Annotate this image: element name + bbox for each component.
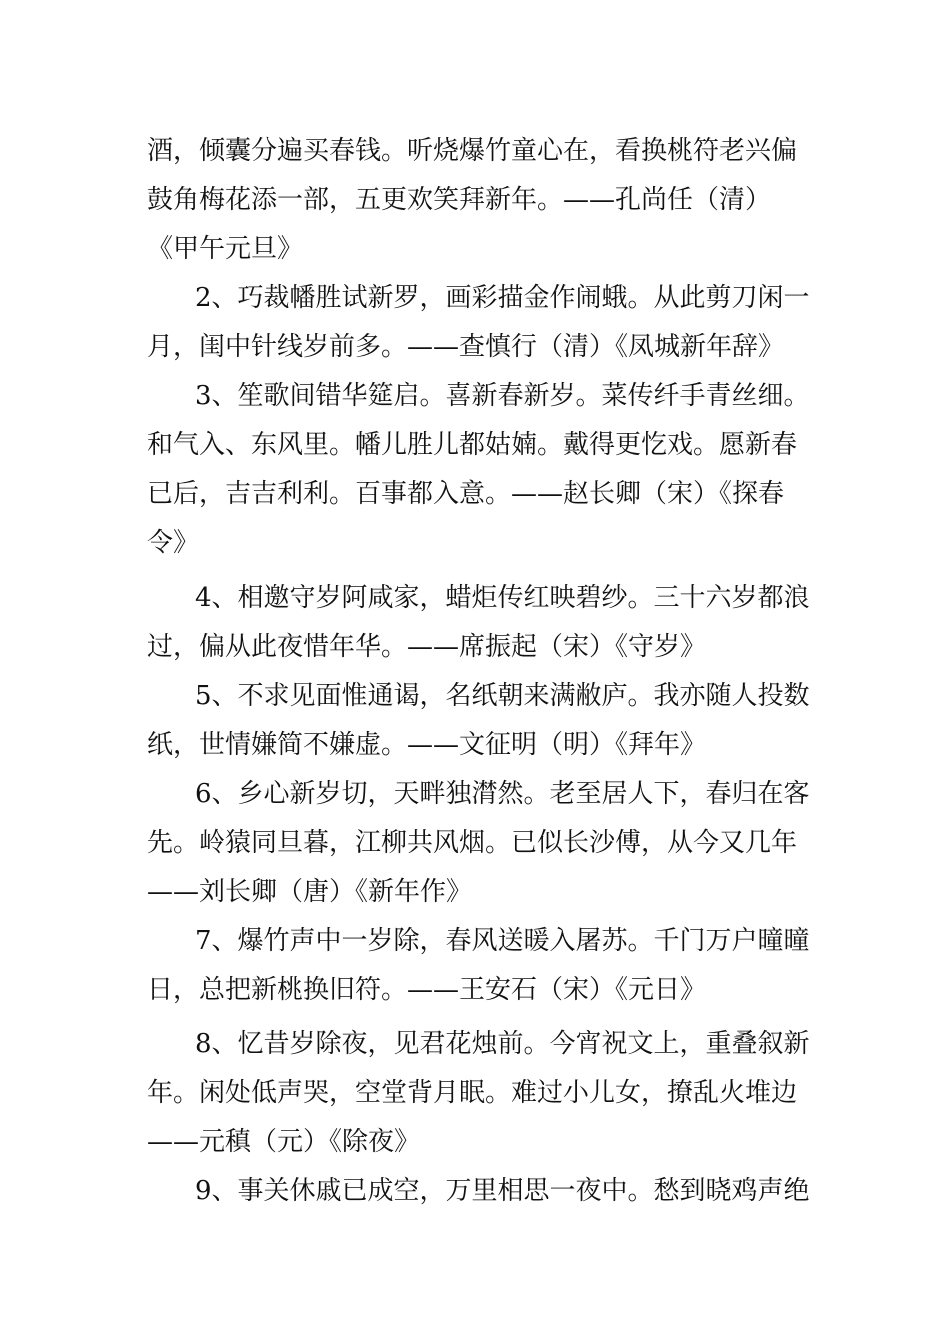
- text-line: ——元稹（元）《除夜》: [147, 1127, 421, 1157]
- text-line: 9、事关休戚已成空，万里相思一夜中。愁到晓鸡声绝: [195, 1176, 810, 1206]
- text-line: 已后，吉吉利利。百事都入意。——赵长卿（宋）《探春: [147, 479, 785, 509]
- text-line: 2、巧裁幡胜试新罗，画彩描金作闹蛾。从此剪刀闲一: [195, 283, 810, 313]
- text-line: 8、忆昔岁除夜，见君花烛前。今宵祝文上，重叠叙新: [195, 1029, 810, 1059]
- text-line: 《甲午元旦》: [147, 234, 304, 264]
- text-line: 6、乡心新岁切，天畔独潸然。老至居人下，春归在客: [195, 779, 810, 809]
- text-line: 过，偏从此夜惜年华。——席振起（宋）《守岁》: [147, 632, 707, 662]
- text-line: 年。闲处低声哭，空堂背月眠。难过小儿女，撩乱火堆边: [147, 1078, 798, 1108]
- text-line: 和气入、东风里。幡儿胜儿都姑婻。戴得更忔戏。愿新春: [147, 430, 798, 460]
- text-line: 月，闺中针线岁前多。——查慎行（清）《凤城新年辞》: [147, 332, 785, 362]
- text-line: 酒，倾囊分遍买春钱。听烧爆竹童心在，看换桃符老兴偏: [147, 136, 798, 166]
- text-line: 5、不求见面惟通谒，名纸朝来满敝庐。我亦随人投数: [195, 681, 810, 711]
- text-line: 纸，世情嫌简不嫌虚。——文征明（明）《拜年》: [147, 730, 707, 760]
- text-line: 4、相邀守岁阿咸家，蜡炬传红映碧纱。三十六岁都浪: [195, 583, 810, 613]
- text-line: ——刘长卿（唐）《新年作》: [147, 877, 473, 907]
- text-line: 先。岭猿同旦暮，江柳共风烟。已似长沙傅，从今又几年: [147, 828, 798, 858]
- text-line: 7、爆竹声中一岁除，春风送暖入屠苏。千门万户曈曈: [195, 926, 810, 956]
- text-line: 令》: [147, 528, 200, 558]
- text-line: 3、笙歌间错华筵启。喜新春新岁。菜传纤手青丝细。: [195, 381, 810, 411]
- text-line: 日，总把新桃换旧符。——王安石（宋）《元日》: [147, 975, 707, 1005]
- text-line: 鼓角梅花添一部，五更欢笑拜新年。——孔尚任（清）: [147, 185, 772, 215]
